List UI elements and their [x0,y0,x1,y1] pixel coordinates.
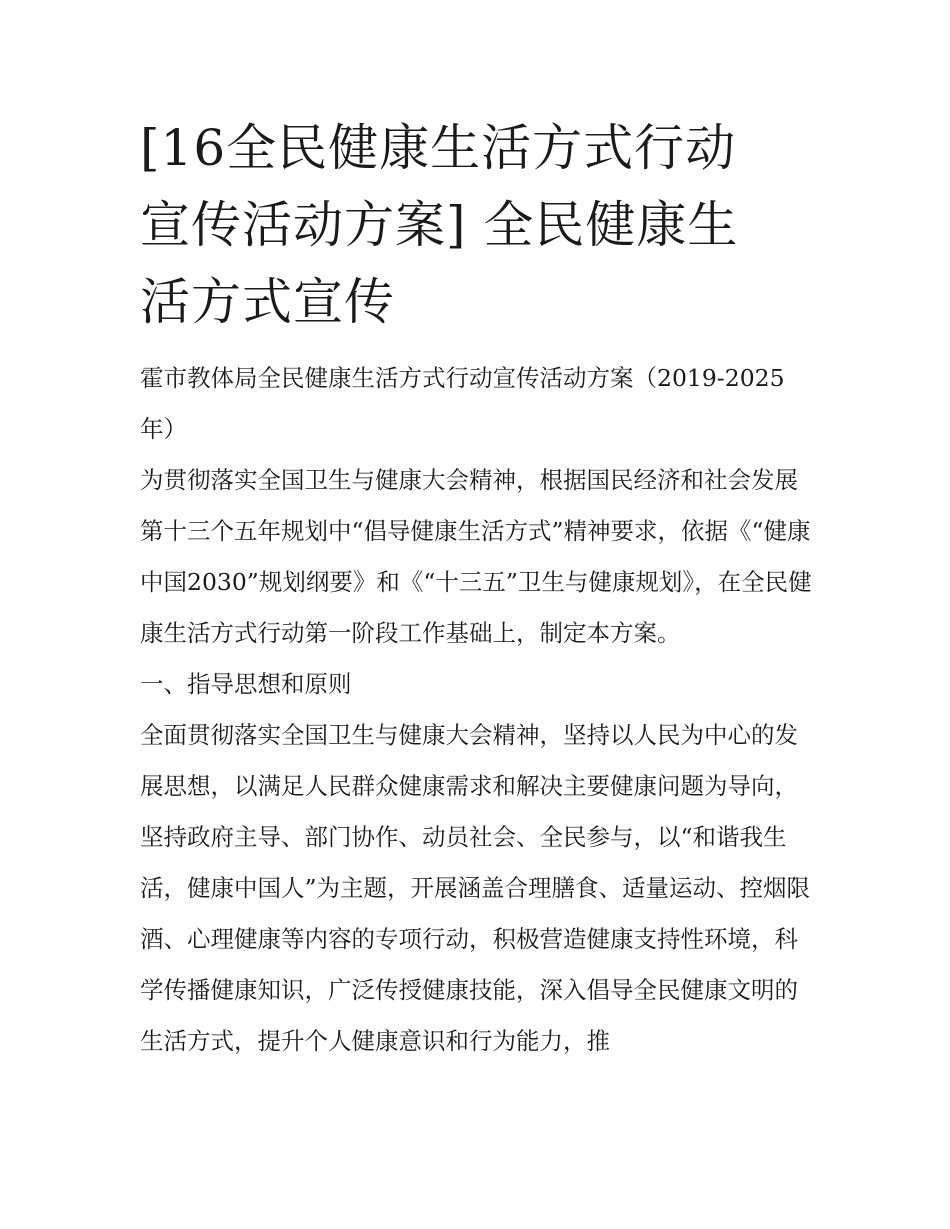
section-heading: 一、指导思想和原则 [140,670,352,698]
document-subtitle: 霍市教体局全民健康生活方式行动宣传活动方案（2019-2025年） [140,364,785,443]
document-body [140,353,815,1067]
document-title: [16全民健康生活方式行动宣传活动方案] 全民健康生活方式宣传 [140,119,739,331]
intro-paragraph: 为贯彻落实全国卫生与健康大会精神，根据国民经济和社会发展第十三个五年规划中“倡导健康生活方式”精神要求，依据《“健康中国2030”规划纲要》和《“十三五”卫生与健康规划》，在全民健康生活方式行动第一阶段工作基础上，制定本方案。 [140,466,812,647]
section-paragraph: 全面贯彻落实全国卫生与健康大会精神，坚持以人民为中心的发展思想，以满足人民群众健康需求和解决主要健康问题为导向，坚持政府主导、部门协作、动员社会、全民参与，以“和谐我生活，健康中国人”为主题，开展涵盖合理膳食、适量运动、控烟限酒、心理健康等内容的专项行动，积极营造健康支持性环境，科学传播健康知识，广泛传授健康技能，深入倡导全民健康文明的生活方式，提升个人健康意识和行为能力，推 [140,721,811,1055]
